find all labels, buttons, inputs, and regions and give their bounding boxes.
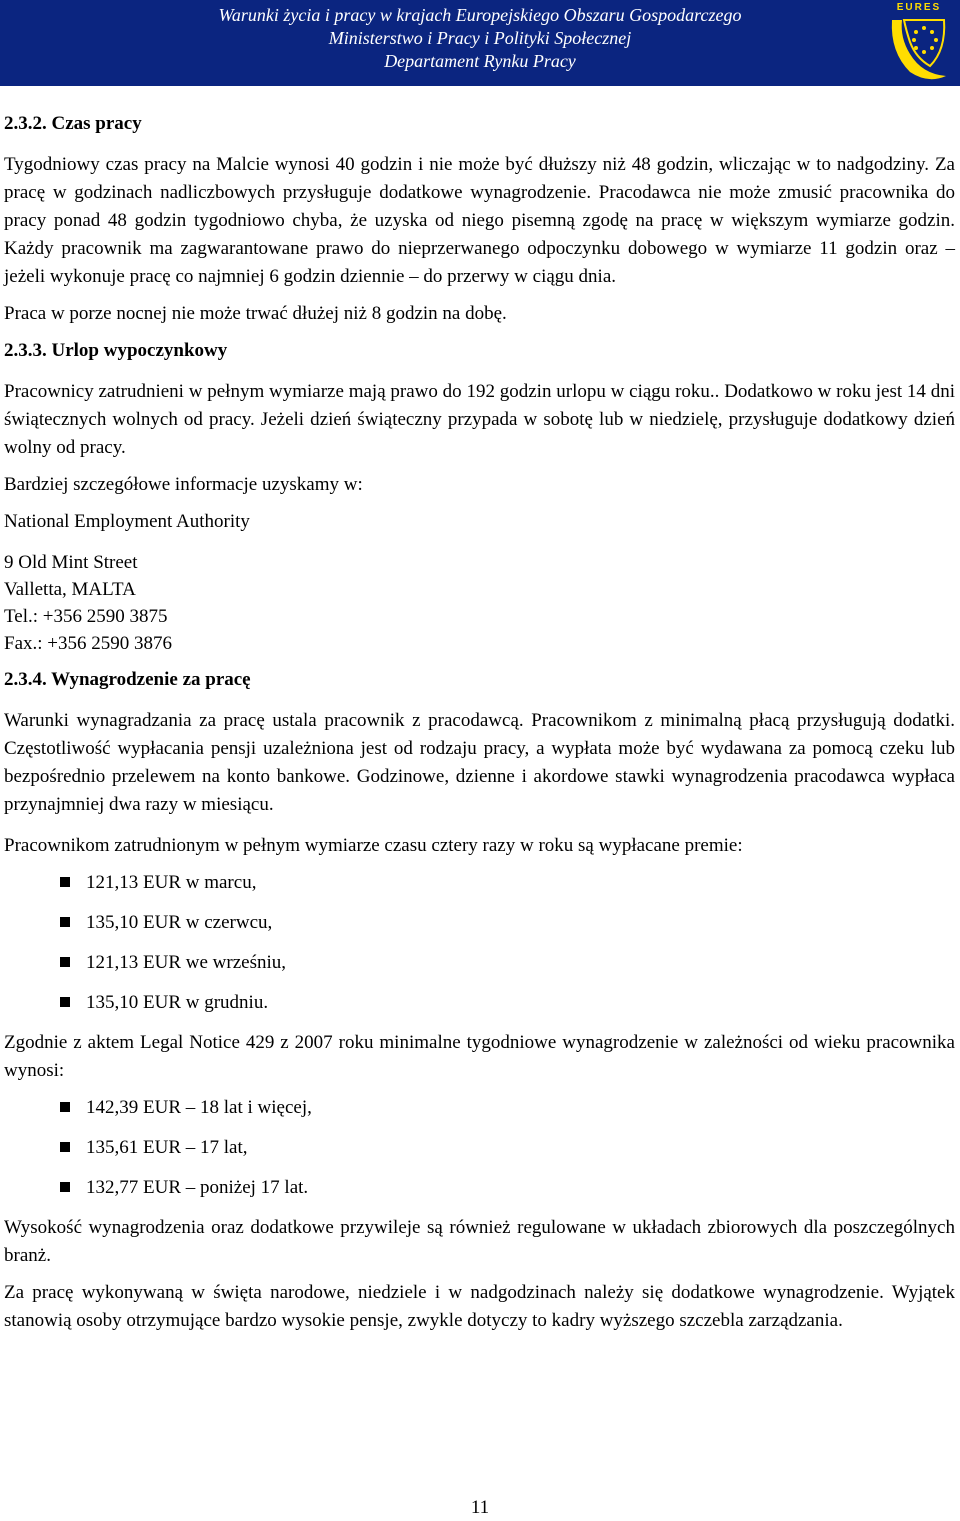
address-street: 9 Old Mint Street [4, 552, 138, 573]
paragraph: Pracownicy zatrudnieni w pełnym wymiarze mają prawo do 192 godzin urlopu w ciągu roku.. Dodatkowo w roku jest 14 dni świątecznych wolnych od pracy. Jeżeli dzień świąteczny przypada w sobotę lub w niedzielę, przysługuje dodatkowy dzień wolny od pracy. [4, 381, 955, 458]
list-item: 142,39 EUR – 18 lat i więcej, [60, 1094, 955, 1134]
minimum-wage-list [4, 1094, 955, 1214]
organization-name: National Employment Authority [4, 511, 250, 532]
page-header [0, 0, 960, 86]
list-item: 135,10 EUR w grudniu. [60, 989, 955, 1029]
phone-number: Tel.: +356 2590 3875 [4, 606, 168, 627]
header-text [0, 4, 960, 73]
section-heading-salary: 2.3.4. Wynagrodzenie za pracę [4, 669, 251, 690]
paragraph: Warunki wynagradzania za pracę ustala pracownik z pracodawcą. Pracownikom z minimalną płacą przysługują dodatki. Częstotliwość wypłacania pensji uzależniona jest od rodzaju pracy, a wypłata może być wydawana za pomocą czeku lub bezpośrednio przelewem na konto bankowe. Godzinowe, dzienne i akordowe stawki wynagrodzenia pracodawca wypłaca przynajmniej dwa razy w miesiącu. [4, 710, 955, 815]
section-heading-working-time: 2.3.2. Czas pracy [4, 113, 142, 134]
paragraph: Za pracę wykonywaną w święta narodowe, niedziele i w nadgodzinach należy się dodatkowe wynagrodzenie. Wyjątek stanowią osoby otrzymujące bardzo wysokie pensje, zwykle dotyczy to kadry wyższego szczebla zarządzania. [4, 1282, 955, 1331]
document-body [4, 110, 955, 1335]
paragraph: Tygodniowy czas pracy na Malcie wynosi 40 godzin i nie może być dłuższy niż 48 godzin, wliczając w to nadgodziny. Za pracę w godzinach nadliczbowych przysługuje dodatkowe wynagrodzenie. Pracodawca nie może zmusić pracownika do pracy ponad 48 godzin tygodniowo chyba, że uzyska od niego pisemną zgodę na pracę w większym wymiarze godzin. Każdy pracownik ma zagwarantowane prawo do nieprzerwanego odpoczynku dobowego w wymiarze 11 godzin oraz – jeżeli wykonuje pracę co najmniej 6 godzin dziennie – do przerwy w ciągu dnia. [4, 154, 955, 287]
paragraph: Wysokość wynagrodzenia oraz dodatkowe przywileje są również regulowane w układach zbiorowych dla poszczególnych branż. [4, 1217, 955, 1266]
bonus-list [4, 869, 955, 1029]
address-block [4, 549, 955, 657]
eures-logo [886, 2, 952, 84]
fax-number: Fax.: +356 2590 3876 [4, 633, 172, 654]
header-line-2: Ministerstwo i Pracy i Polityki Społecznej [328, 28, 632, 48]
section-heading-leave: 2.3.3. Urlop wypoczynkowy [4, 340, 228, 361]
paragraph: Pracownikom zatrudnionym w pełnym wymiarze czasu cztery razy w roku są wypłacane premie: [4, 835, 743, 856]
list-item: 135,61 EUR – 17 lat, [60, 1134, 955, 1174]
header-line-3: Departament Rynku Pracy [384, 51, 576, 71]
list-item: 121,13 EUR w marcu, [60, 869, 955, 909]
list-item: 135,10 EUR w czerwcu, [60, 909, 955, 949]
paragraph: Bardziej szczegółowe informacje uzyskamy w: [4, 474, 363, 495]
paragraph: Zgodnie z aktem Legal Notice 429 z 2007 roku minimalne tygodniowe wynagrodzenie w zależności od wieku pracownika wynosi: [4, 1032, 955, 1081]
page-number: 11 [470, 1497, 490, 1518]
list-item: 121,13 EUR we wrześniu, [60, 949, 955, 989]
eures-logo-text: EURES [896, 2, 942, 13]
header-line-1: Warunki życia i pracy w krajach Europejskiego Obszaru Gospodarczego [218, 5, 742, 25]
address-city: Valletta, MALTA [4, 579, 136, 600]
eures-emblem-icon [886, 2, 952, 84]
paragraph: Praca w porze nocnej nie może trwać dłużej niż 8 godzin na dobę. [4, 303, 507, 324]
list-item: 132,77 EUR – poniżej 17 lat. [60, 1174, 955, 1214]
